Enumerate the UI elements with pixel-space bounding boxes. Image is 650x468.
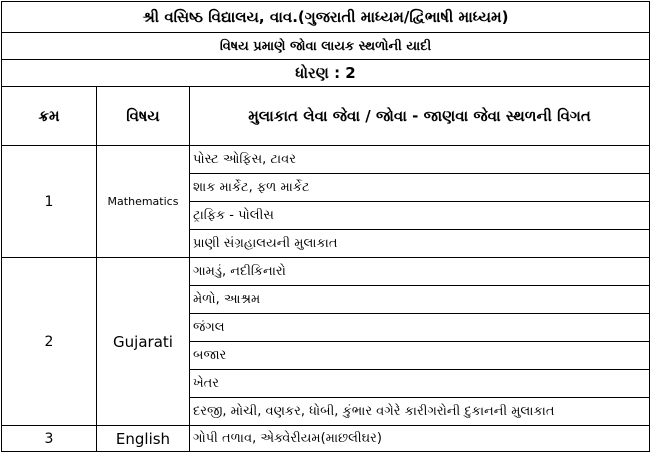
place-item: મેળો, આશ્રમ: [190, 286, 650, 314]
place-item: ગોપી તળાવ, એક્વેરીયમ(માછલીઘર): [190, 426, 650, 452]
list-title: વિષય પ્રમાણે જોવા લાયક સ્થળોની યાદી: [2, 33, 650, 60]
table-row: [2, 146, 650, 174]
place-item: પ્રાણી સંગ્રહાલયની મુલાકાત: [190, 230, 650, 258]
subject-name: Mathematics: [97, 146, 190, 258]
standard-label: ધોરણ : 2: [2, 60, 650, 87]
place-item: શાક માર્કેટ, ફળ માર્કેટ: [190, 174, 650, 202]
subject-name: Gujarati: [97, 258, 190, 426]
place-item: દરજી, મોચી, વણકર, ધોબી, કુંભાર વગેરે કારીગરોની દુકાનની મુલાકાત: [190, 398, 650, 426]
row-number: 1: [2, 146, 97, 258]
place-item: ગામડું, નદીકિનારો: [190, 258, 650, 286]
column-header-subject: વિષય: [97, 87, 190, 146]
places-table: [1, 1, 650, 452]
subject-name: English: [97, 426, 190, 452]
column-header-num: ક્રમ: [2, 87, 97, 146]
place-item: ખેતર: [190, 370, 650, 398]
school-name: શ્રી વસિષ્ઠ વિદ્યાલય, વાવ.(ગુજરાતી માધ્યમ/દ્વિભાષી માધ્યમ): [2, 2, 650, 33]
table-row: [2, 426, 650, 452]
place-item: ટ્રાફિક - પોલીસ: [190, 202, 650, 230]
place-item: બજાર: [190, 342, 650, 370]
place-item: જંગલ: [190, 314, 650, 342]
column-header-places: મુલાકાત લેવા જેવા / જોવા - જાણવા જેવા સ્થળની વિગત: [190, 87, 650, 146]
place-item: પોસ્ટ ઓફિસ, ટાવર: [190, 146, 650, 174]
table-row: [2, 258, 650, 286]
row-number: 2: [2, 258, 97, 426]
row-number: 3: [2, 426, 97, 452]
